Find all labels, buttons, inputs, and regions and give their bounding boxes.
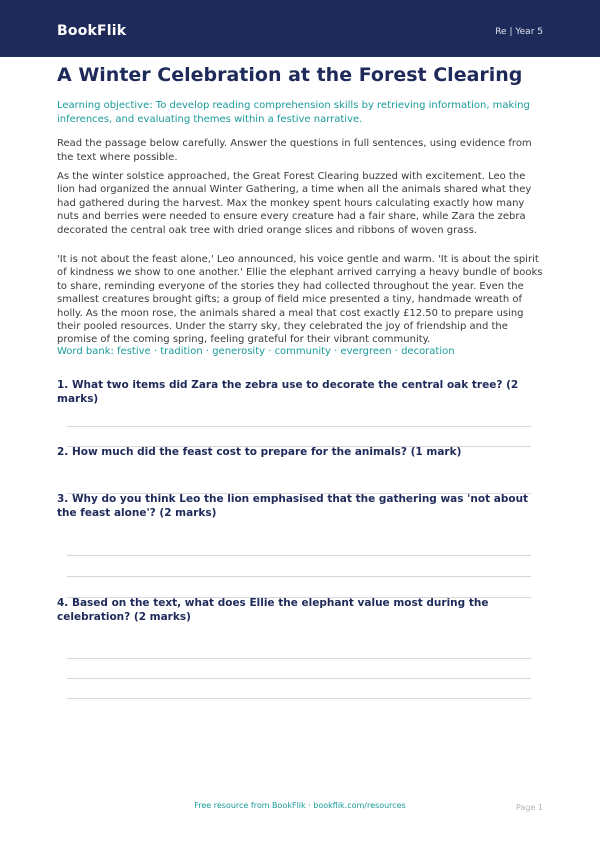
page-number: Page 1 [516, 803, 543, 812]
subject-year-label: Re | Year 5 [495, 27, 543, 37]
answer-line[interactable] [67, 426, 531, 427]
answer-line[interactable] [67, 678, 531, 679]
learning-objective: Learning objective: To develop reading comprehension skills by retrieving information, making inferences, and evaluating themes within a festive narrative. [57, 100, 530, 125]
passage-paragraph-2: 'It is not about the feast alone,' Leo announced, his voice gentle and warm. 'It is about the spirit of kindness we show to one another.' Ellie the elephant arrived carrying a heavy bundle of books to share, reminding everyone of the stories they had collected throughout the year. Even the smallest creatures brought gifts; a group of field mice presented a tiny, handmade wreath of holly. As the moon rose, the animals shared a meal that cost exactly £12.50 to prepare using their pooled resources. Under the starry sky, they celebrated the joy of friendship and the promise of the coming spring, feeling grateful for their vibrant community. [57, 254, 543, 346]
instructions-text: Read the passage below carefully. Answer the questions in full sentences, using evidence from the text where possible. [57, 138, 532, 163]
answer-line[interactable] [67, 658, 531, 659]
answer-line[interactable] [67, 576, 531, 577]
question-1: 1. What two items did Zara the zebra use to decorate the central oak tree? (2 marks) [57, 379, 519, 405]
passage-paragraph-1: As the winter solstice approached, the Great Forest Clearing buzzed with excitement. Leo the lion had organized the annual Winter Gathering, a time when all the animals shared what they had gathered during the harvest. Max the monkey spent hours calculating exactly how many nuts and berries were needed to ensure every creature had a fair share, while Zara the zebra decorated the central oak tree with dried orange slices and ribbons of woven grass. [57, 171, 532, 236]
answer-line[interactable] [67, 698, 531, 699]
footer-credit: Free resource from BookFlik · bookflik.com/resources [194, 801, 406, 810]
word-bank: Word bank: festive · tradition · generosity · community · evergreen · decoration [57, 346, 455, 357]
question-4: 4. Based on the text, what does Ellie the elephant value most during the celebration? (2 marks) [57, 597, 489, 623]
brand-logo-text: BookFlik [57, 23, 127, 39]
question-2: 2. How much did the feast cost to prepare for the animals? (1 mark) [57, 446, 462, 458]
question-3: 3. Why do you think Leo the lion emphasised that the gathering was 'not about the feast alone'? (2 marks) [57, 493, 529, 519]
answer-line[interactable] [67, 555, 531, 556]
header-bar [0, 0, 600, 57]
worksheet-title: A Winter Celebration at the Forest Clearing [57, 64, 523, 86]
